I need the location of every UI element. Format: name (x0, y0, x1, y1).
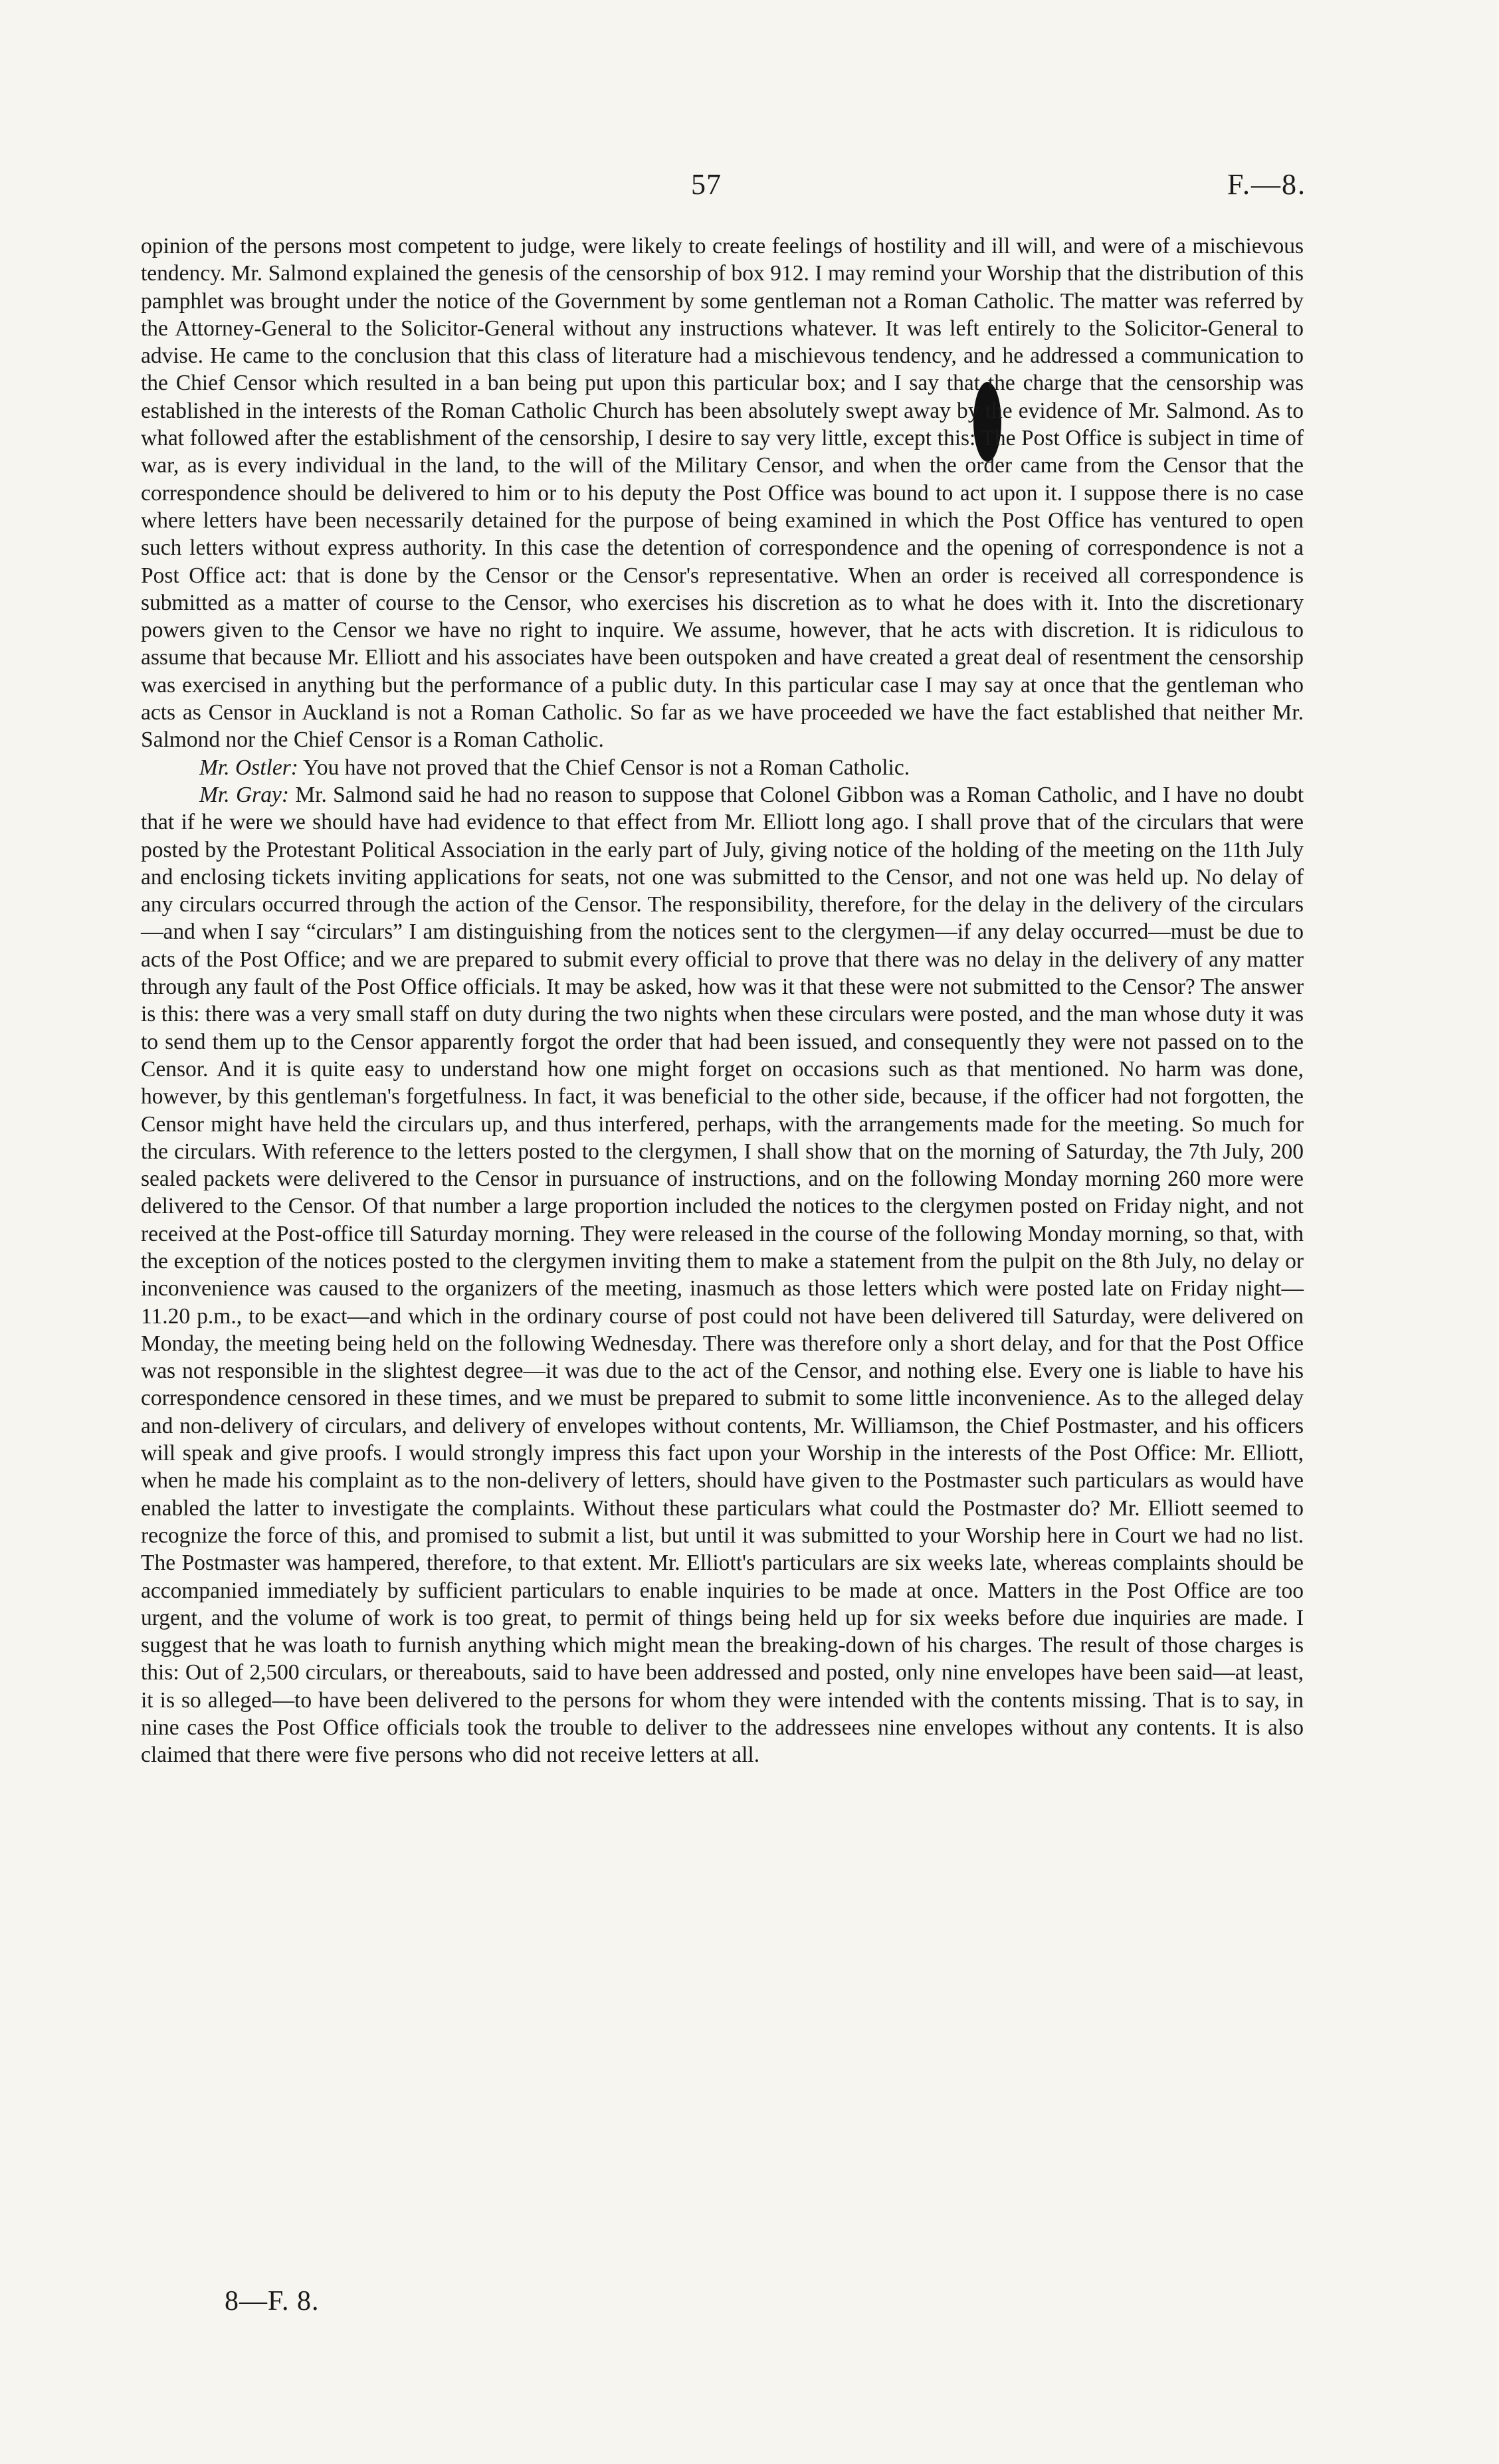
paragraph-gray (141, 781, 1304, 1769)
gray-statement: Mr. Salmond said he had no reason to suppose that Colonel Gibbon was a Roman Catholic, and I have no doubt that if he were we should have had evidence to that effect from Mr. Elliott long ago. I shall prove that of the circulars that were posted by the Protestant Political Association in the early part of July, giving notice of the holding of the meeting on the 11th July and enclosing tickets inviting applications for seats, not one was submitted to the Censor, and not one was held up. No delay of any circulars occurred through the action of the Censor. The responsibility, therefore, for the delay in the delivery of the circulars—and when I say “circulars” I am distinguishing from the notices sent to the clergymen—if any delay occurred—must be due to acts of the Post Office; and we are prepared to submit every official to prove that there was no delay in the delivery of any matter through any fault of the Post Office officials. It may be asked, how was it that these were not submitted to the Censor? The answer is this: there was a very small staff on duty during the two nights when these circulars were posted, and the man whose duty it was to send them up to the Censor apparently forgot the order that had been issued, and consequently they were not passed on to the Censor. And it is quite easy to understand how one might forget on occasions such as that mentioned. No harm was done, however, by this gentleman's forgetfulness. In fact, it was beneficial to the other side, because, if the officer had not forgotten, the Censor might have held the circulars up, and thus interfered, perhaps, with the arrangements made for the meeting. So much for the circulars. With reference to the letters posted to the clergymen, I shall show that on the morning of Saturday, the 7th July, 200 sealed packets were delivered to the Censor in pursuance of instructions, and on the following Monday morning 260 more were delivered to the Censor. Of that number a large proportion included the notices to the clergymen posted on Friday night, and not received at the Post-office till Saturday morning. They were released in the course of the following Monday morning, so that, with the exception of the notices posted to the clergymen inviting them to make a statement from the pulpit on the 8th July, no delay or inconvenience was caused to the organizers of the meeting, inasmuch as those letters which were posted late on Friday night—11.20 p.m., to be exact—and which in the ordinary course of post could not have been delivered till Saturday, were delivered on Monday, the meeting being held on the following Wednesday. There was therefore only a short delay, and for that the Post Office was not responsible in the slightest degree—it was due to the act of the Censor, and nothing else. Every one is liable to have his correspondence censored in these times, and we must be prepared to submit to some little inconvenience. As to the alleged delay and non-delivery of circulars, and delivery of envelopes without contents, Mr. Williamson, the Chief Postmaster, and his officers will speak and give proofs. I would strongly impress this fact upon your Worship in the interests of the Post Office: Mr. Elliott, when he made his complaint as to the non-delivery of letters, should have given to the Postmaster such particulars as would have enabled the latter to investigate the complaints. Without these particulars what could the Postmaster do? Mr. Elliott seemed to recognize the force of this, and promised to submit a list, but until it was submitted to your Worship here in Court we had no list. The Postmaster was hampered, therefore, to that extent. Mr. Elliott's particulars are six weeks late, whereas complaints should be accompanied immediately by sufficient particulars to enable inquiries to be made at once. Matters in the Post Office are too urgent, and the volume of work is too great, to permit of things being held up for six weeks before due inquiries are made. I suggest that he was loath to furnish anything which might mean the breaking-down of his charges. The result of those charges is this: Out of 2,500 circulars, or thereabouts, said to have been addressed and posted, only nine envelopes have been said—at least, it is so alleged—to have been delivered to the persons for whom they were intended with the contents missing. That is to say, in nine cases the Post Office officials took the trouble to deliver to the addressees nine envelopes without any contents. It is also claimed that there were five persons who did not receive letters at all. (141, 782, 1304, 1768)
speaker-ostler: Mr. Ostler: (199, 755, 298, 780)
body-text (141, 233, 1304, 1769)
paragraph-opinion: opinion of the persons most competent to judge, were likely to create feelings of hostility and ill will, and were of a mischievous tendency. Mr. Salmond explained the genesis of the censorship of box 912. I may remind your Worship that the distribution of this pamphlet was brought under the notice of the Government by some gentleman not a Roman Catholic. The matter was referred by the Attorney-General to the Solicitor-General without any instructions whatever. It was left entirely to the Solicitor-General to advise. He came to the conclusion that this class of literature had a mischievous tendency, and he addressed a communication to the Chief Censor which resulted in a ban being put upon this particular box; and I say that the charge that the censorship was established in the interests of the Roman Catholic Church has been absolutely swept away by the evidence of Mr. Salmond. As to what followed after the establishment of the censorship, I desire to say very little, except this: The Post Office is subject in time of war, as is every individual in the land, to the will of the Military Censor, and when the order came from the Censor that the correspondence should be delivered to him or to his deputy the Post Office was bound to act upon it. I suppose there is no case where letters have been necessarily detained for the purpose of being examined in which the Post Office has ventured to open such letters without express authority. In this case the detention of correspondence and the opening of correspondence is not a Post Office act: that is done by the Censor or the Censor's representative. When an order is received all correspondence is submitted as a matter of course to the Censor, who exercises his discretion as to what he does with it. Into the discretionary powers given to the Censor we have no right to inquire. We assume, however, that he acts with discretion. It is ridiculous to assume that because Mr. Elliott and his associates have been outspoken and have created a great deal of resentment the censorship was exercised in anything but the performance of a public duty. In this particular case I may say at once that the gentleman who acts as Censor in Auckland is not a Roman Catholic. So far as we have proceeded we have the fact established that neither Mr. Salmond nor the Chief Censor is a Roman Catholic. (141, 234, 1304, 753)
paragraph-ostler (141, 754, 1304, 781)
page-number: 57 (691, 168, 722, 201)
speaker-gray: Mr. Gray: (199, 782, 289, 807)
ostler-statement: You have not proved that the Chief Censor is not a Roman Catholic. (303, 755, 910, 780)
footer-signature: 8—F. 8. (225, 2286, 320, 2317)
page-code: F.—8. (1227, 168, 1306, 201)
